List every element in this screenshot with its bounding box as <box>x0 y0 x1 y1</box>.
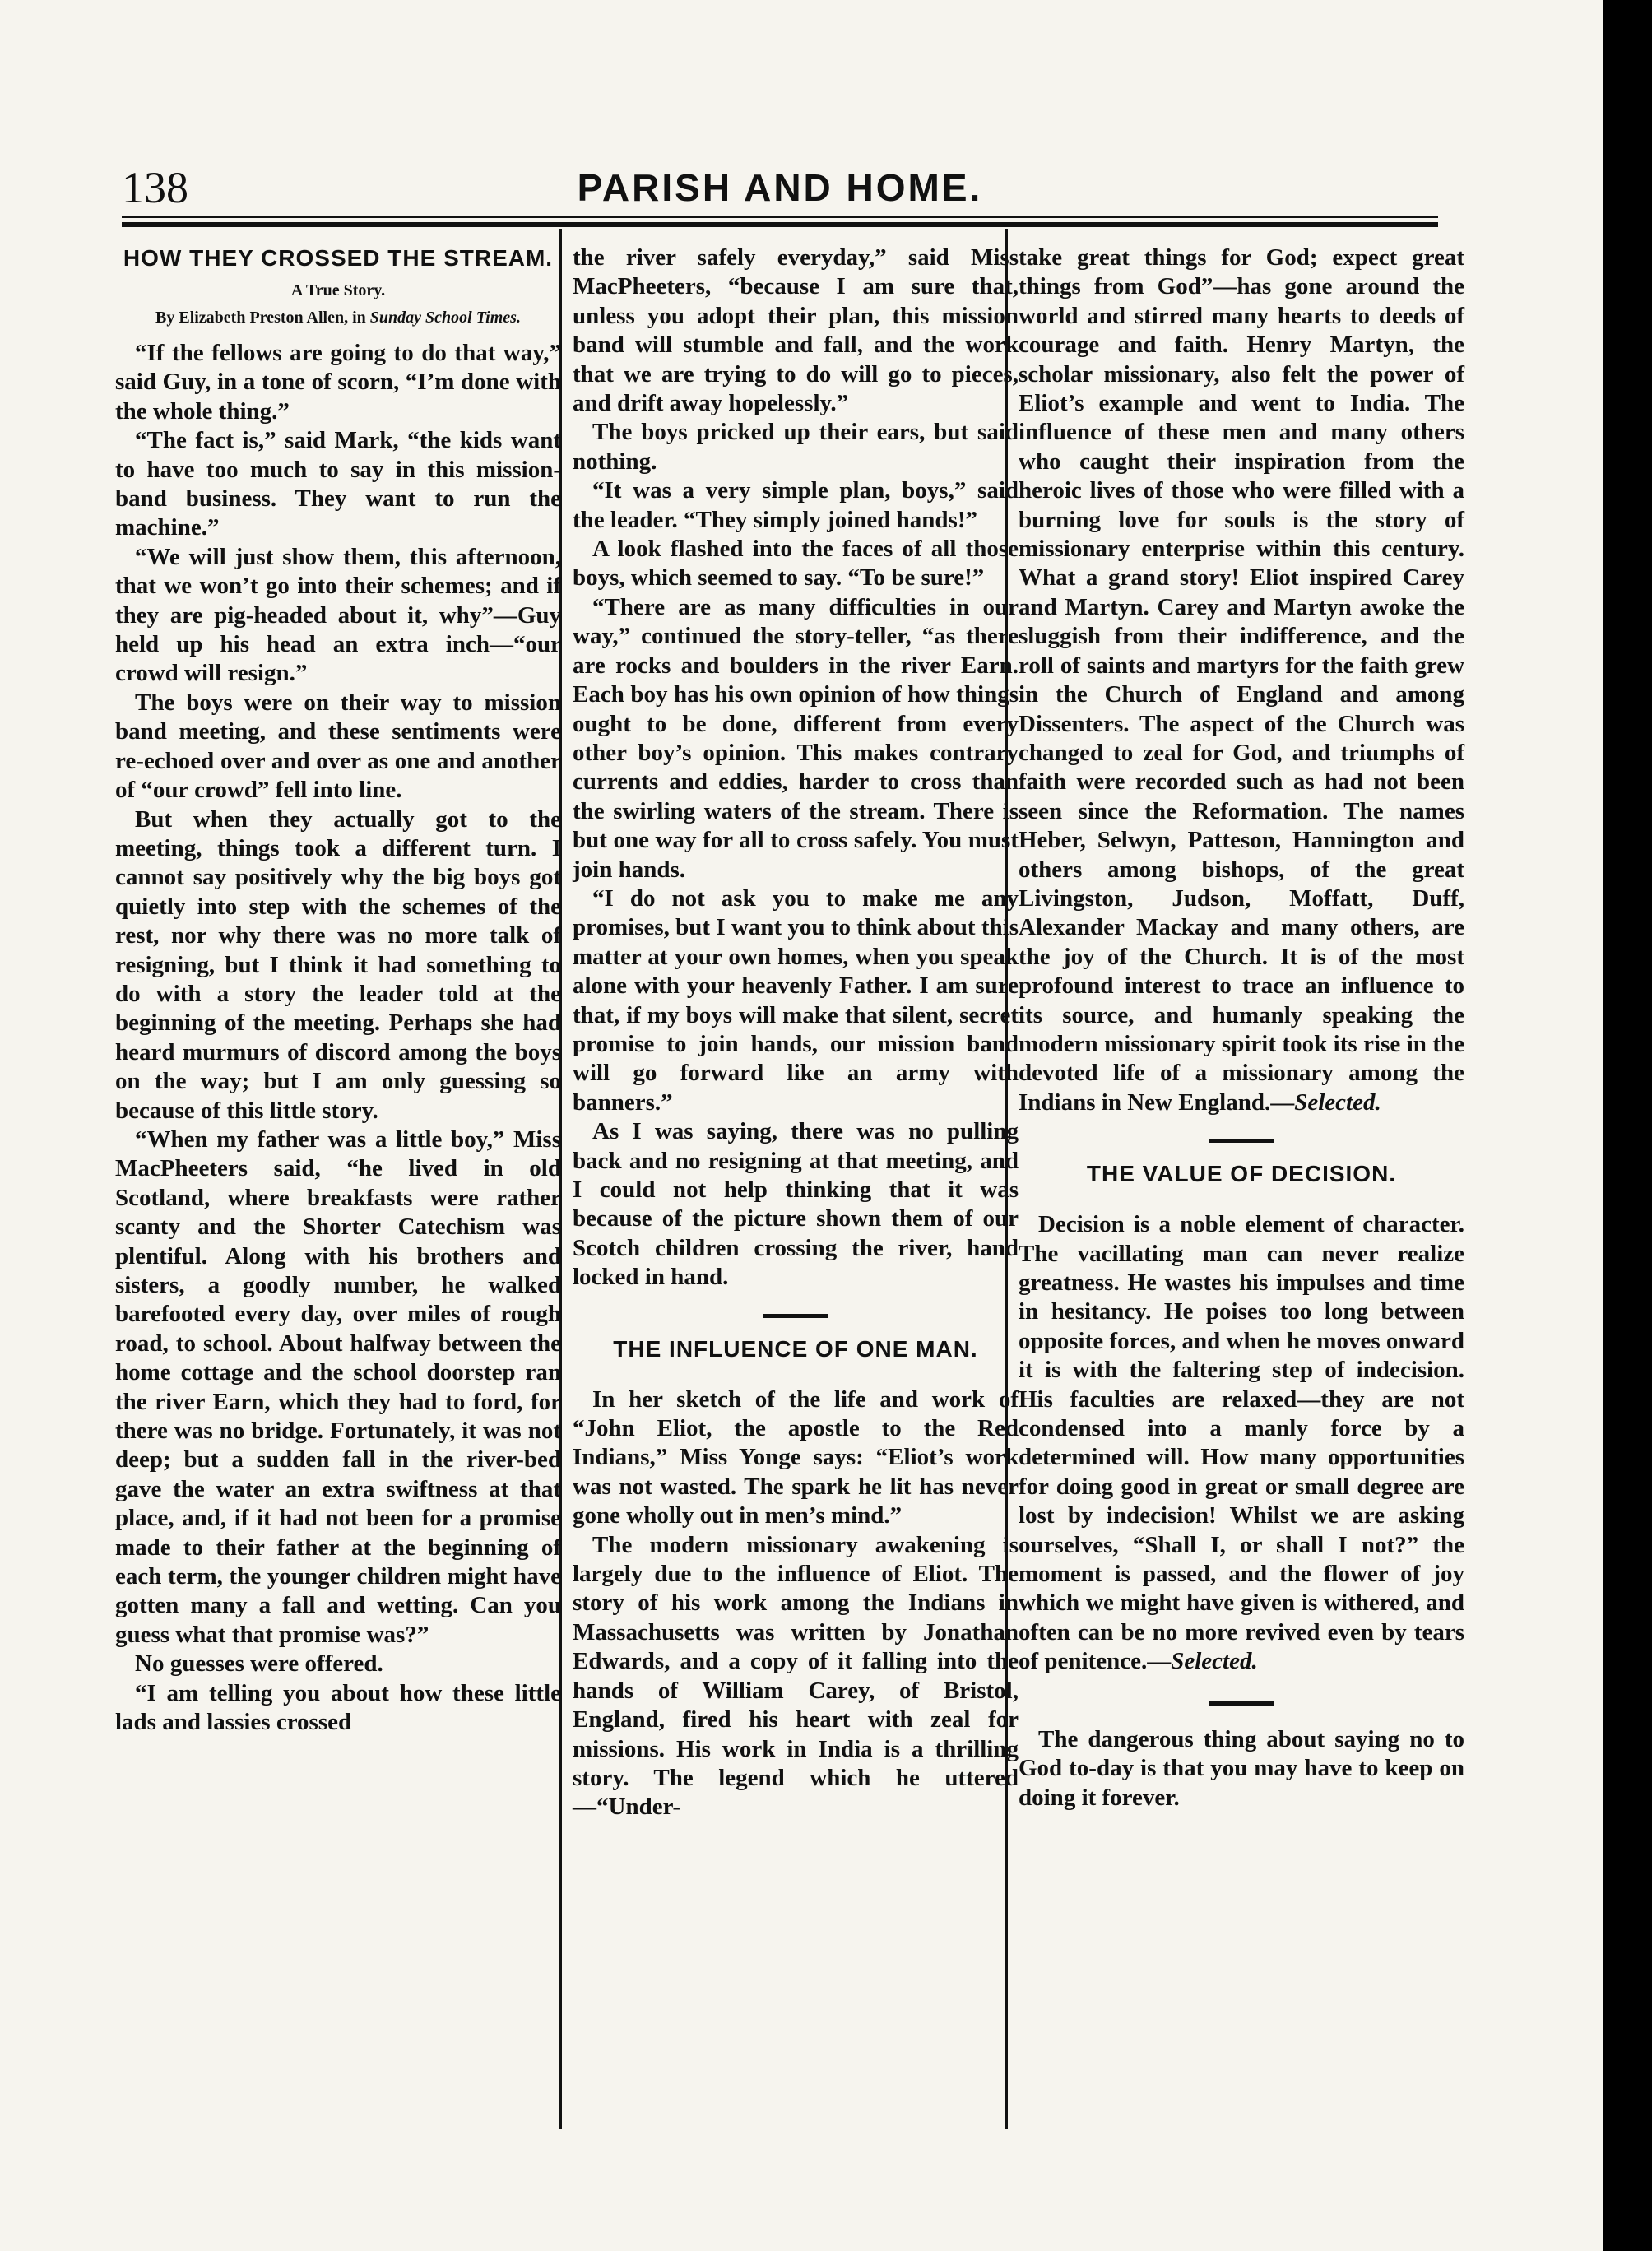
paragraph: As I was saying, there was no pulling back and no resigning at that meeting, and I could not help thinking that it was because of the picture shown them of our Scotch children crossing the river, hand locked in hand. <box>573 1118 1019 1291</box>
page-number: 138 <box>122 163 188 212</box>
spacer <box>1019 1189 1464 1210</box>
article-byline <box>115 308 561 327</box>
column-2 <box>573 244 1019 1822</box>
column-3 <box>1019 244 1464 1812</box>
paragraph: “If the fellows are going to do that way,” said Guy, in a tone of scorn, “I’m done with the whole thing.” <box>115 340 561 425</box>
section-separator <box>1209 1701 1274 1706</box>
paragraph: No guesses were offered. <box>135 1650 383 1678</box>
paragraph: “I do not ask you to make me any promises, but I want you to think about this matter at your own homes, when you speak alone with your heavenly Father. I am sure that, if my boys will make that silent, secret promise to join hands, our mission band will go forward like an army with banners.” <box>573 884 1019 1116</box>
article-title: THE INFLUENCE OF ONE MAN. <box>613 1335 978 1362</box>
paragraph <box>1019 244 1464 1117</box>
spacer <box>573 1364 1019 1385</box>
running-head <box>122 161 1438 219</box>
paragraph-text: take great things for God; expect great things from God”—has gone around the world and stirred many hearts to deeds of courage and faith. Henry Martyn, the scholar missionary, also felt the power of Eliot’s example and went to India. The influence of these men and many others who caught their inspiration from the heroic lives of those who were filled with a burning love for souls is the story of missionary enterprise within this century. What a grand story! Eliot inspired Carey and Martyn. Carey and Martyn awoke the sluggish from their indifference, and the roll of saints and martyrs for the faith grew in the Church of England and among Dissenters. The aspect of the Church was changed to zeal for God, and triumphs of faith were recorded such as had not been seen since the Reformation. The names Heber, Selwyn, Patteson, Hannington and others among bishops, of the great Livingston, Judson, Moffatt, Duff, Alexander Mackay and many others, are the joy of the Church. It is of the most profound interest to trace an influence to its source, and humanly speaking the modern missionary spirit took its rise in the devoted life of a missionary among the Indians in New England.— <box>1019 244 1464 1116</box>
paragraph <box>1019 1210 1464 1677</box>
paragraph: The boys pricked up their ears, but said nothing. <box>573 419 1019 475</box>
paragraph: “We will just show them, this afternoon, that we won’t go into their schemes; and if they are pig-headed about it, why”—Guy held up his head an extra inch—“our crowd will resign.” <box>115 543 561 687</box>
signature: Selected. <box>1171 1648 1258 1675</box>
section-separator <box>763 1314 828 1318</box>
article-title: HOW THEY CROSSED THE STREAM. <box>123 245 554 271</box>
header-double-rule <box>122 216 1438 227</box>
byline-source: Sunday School Times. <box>369 309 521 327</box>
article-title: THE VALUE OF DECISION. <box>1086 1161 1397 1187</box>
paragraph: “The fact is,” said Mark, “the kids want to have too much to say in this mission-band business. They want to run the machine.” <box>115 427 561 541</box>
signature: Selected. <box>1294 1088 1381 1116</box>
paragraph: “It was a very simple plan, boys,” said the leader. “They simply joined hands!” <box>573 477 1019 533</box>
paragraph: The modern missionary awakening is largely due to the influence of Eliot. The story of his work among the Indians in Massachusetts was written by Jonathan Edwards, and a copy of it falling into the hands of William Carey, of Bristol, England, fired his heart with zeal for missions. His work in India is a thrilling story. The legend which he uttered—“Under- <box>573 1531 1019 1821</box>
paragraph-text: Decision is a noble element of character. The vacillating man can never realize greatness. He wastes his impulses and time in hesitancy. He poises too long between opposite forces, and when he moves onward it is with the faltering step of indecision. His faculties are relaxed—they are not condensed into a manly force by a determined will. How many opportunities for doing good in great or small degree are lost by indecision! Whilst we are asking ourselves, “Shall I, or shall I not?” the moment is passed, and the flower of joy which we might have given is withered, and often can be no more revived even by tears of penitence.— <box>1019 1211 1464 1675</box>
paragraph: “There are as many difficulties in our way,” continued the story-teller, “as there are rocks and boulders in the river Earn. Each boy has his own opinion of how things ought to be done, different from every other boy’s opinion. This makes contrary currents and eddies, harder to cross than the swirling waters of the stream. There is but one way for all to cross safely. You must join hands. <box>573 593 1019 883</box>
article-subtitle: A True Story. <box>290 281 386 299</box>
paragraph: The boys were on their way to mission band meeting, and these sentiments were re-echoed over and over as one and another of “our crowd” fell into line. <box>115 689 561 804</box>
paragraph: A look flashed into the faces of all those boys, which seemed to say. “To be sure!” <box>573 536 1019 592</box>
filler-paragraph: The dangerous thing about saying no to God to-day is that you may have to keep on doing it forever. <box>1019 1725 1464 1811</box>
paragraph: the river safely everyday,” said Miss MacPheeters, “because I am sure that, unless you adopt their plan, this mission band will stumble and fall, and the work that we are trying to do will go to pieces, and drift away hopelessly.” <box>573 244 1019 417</box>
publication-title: PARISH AND HOME. <box>577 166 983 209</box>
paragraph: But when they actually got to the meeting, things took a different turn. I cannot say positively why the big boys got quietly into step with the schemes of the rest, nor why there was no more talk of resigning, but I think it had something to do with a story the leader told at the beginning of the meeting. Perhaps she had heard murmurs of discord among the boys on the way; but I am only guessing so because of this little story. <box>115 805 561 1124</box>
paragraph: “I am telling you about how these little lads and lassies crossed <box>115 1679 561 1736</box>
paragraph: In her sketch of the life and work of “John Eliot, the apostle to the Red Indians,” Miss Yonge says: “Eliot’s work was not wasted. The spark he lit has never gone wholly out in men’s mind.” <box>573 1385 1019 1529</box>
paragraph: “When my father was a little boy,” Miss MacPheeters said, “he lived in old Scotland, where breakfasts were rather scanty and the Shorter Catechism was plentiful. Along with his brothers and sisters, a goodly number, he walked barefooted every day, over miles of rough road, to school. About halfway between the home cottage and the school doorstep ran the river Earn, which they had to ford, for there was no bridge. Fortunately, it was not deep; but a sudden fall in the river-bed gave the water an extra swiftness at that place, and, if it had not been for a promise made to their father at the beginning of each term, the younger children might have gotten many a fall and wetting. Can you guess what that promise was?” <box>115 1126 561 1648</box>
column-1 <box>115 244 561 1738</box>
section-separator <box>1209 1139 1274 1143</box>
byline-author: By Elizabeth Preston Allen, in <box>155 309 370 327</box>
scan-edge <box>1603 0 1652 2251</box>
